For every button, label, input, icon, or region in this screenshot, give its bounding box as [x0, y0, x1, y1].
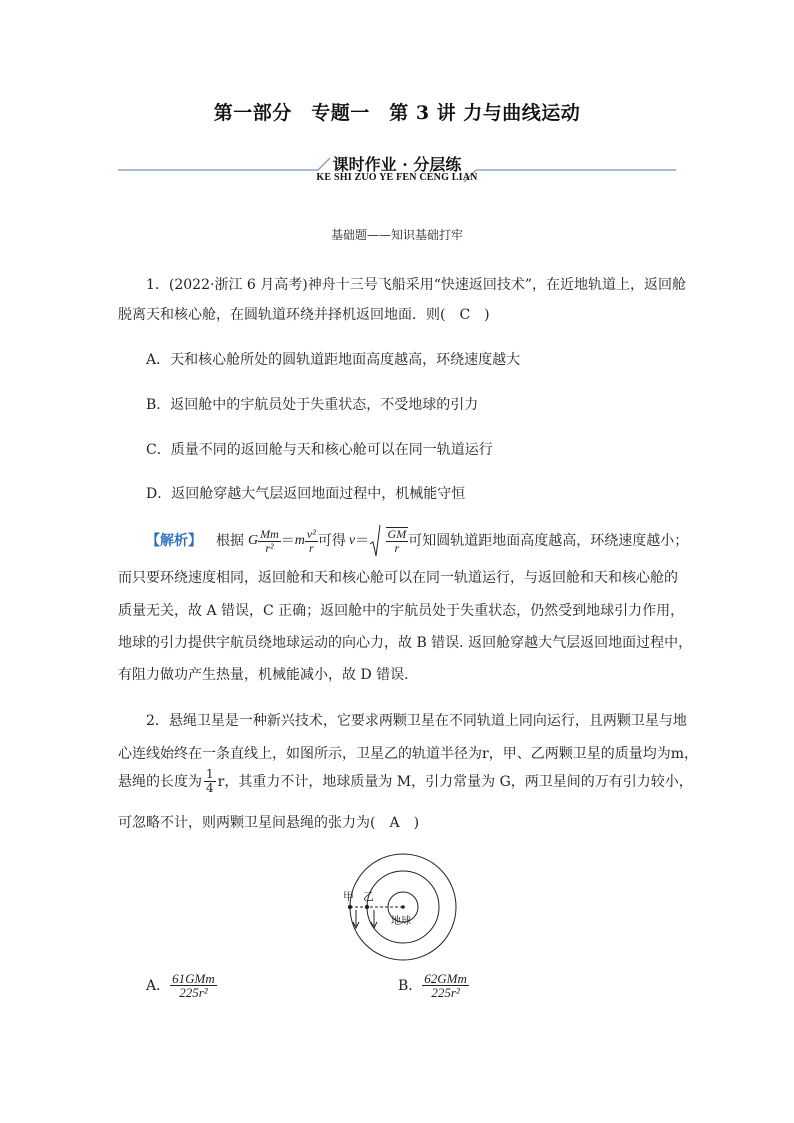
analysis-tail: 可知圆轨道距地面高度越高，环绕速度越小；: [408, 533, 689, 549]
orbit-figure: [340, 850, 470, 965]
q1-option-b: B．返回舱中的宇航员处于失重状态，不受地球的引力: [146, 397, 479, 413]
analysis-label: 【解析】: [146, 533, 202, 549]
q2-option-a: A． $\frac{\text{61GMm}}{\text{225r²}}$: [146, 971, 215, 1000]
q1-option-d: D．返回舱穿越大气层返回地面过程中，机械能守恒: [146, 486, 466, 502]
satellite-yi: [365, 905, 369, 909]
q1-analysis-line-5: 有阻力做功产生热量，机械能减小，故 D 错误．: [118, 667, 419, 683]
q2-option-b: B． $\frac{\text{62GMm}}{\text{225r²}}$: [398, 971, 467, 1000]
q2-line-1: 2．悬绳卫星是一种新兴技术，它要求两颗卫星在不同轨道上同向运行，且两颗卫星与地: [146, 713, 687, 729]
q2-line-4: 可忽略不计，则两颗卫星间悬绳的张力为( A ): [118, 815, 420, 831]
q1-analysis-line-1: 【解析】 根据 G $\frac{Mm}{\text{r²}}$ ＝ m $\frac{\text{v²}}{r}$ 可得 v ＝ $\frac{GM}{r}$ 可知圆轨道距地面高度越高，环绕速度越小；: [146, 524, 688, 558]
q1-line-1: 1．(2022·浙江 6 月高考)神舟十三号飞船采用“快速返回技术”，在近地轨道上，返回舱: [146, 277, 687, 293]
q2-line-3: 悬绳的长度为 $\frac{1}{4}$ r，其重力不计，地球质量为 M，引力常量为 G，两卫星间的万有引力较小，: [118, 767, 693, 795]
label-yi: 乙: [363, 890, 374, 903]
label-earth: 地球: [391, 916, 411, 927]
q1-line-2: 脱离天和核心舱，在圆轨道环绕并择机返回地面．则( C ): [118, 307, 490, 323]
banner-title: 课时作业 · 分层练: [332, 155, 462, 174]
analysis-intro: 根据: [216, 533, 244, 549]
q1-option-a: A．天和核心舱所处的圆轨道距地面高度越高，环绕速度越大: [146, 352, 521, 368]
analysis-mid: 可得: [317, 533, 346, 549]
formula-frac-2: $\frac{\text{v²}}{r}$: [306, 526, 316, 555]
section-heading: 基础题——知识基础打牢: [330, 228, 463, 242]
q1-analysis-line-3: 质量无关，故 A 错误，C 正确；返回舱中的宇航员处于失重状态，仍然受到地球引力作用，: [118, 603, 685, 619]
formula-sqrt: $\frac{GM}{r}$: [369, 524, 408, 558]
banner-subtitle: KE SHI ZUO YE FEN CENG LIAN: [316, 172, 478, 183]
satellite-jia: [348, 905, 352, 909]
formula-frac-1: $\frac{Mm}{\text{r²}}$: [260, 526, 279, 555]
q1-option-c: C．质量不同的返回舱与天和核心舱可以在同一轨道运行: [146, 442, 493, 458]
label-jia: 甲: [343, 890, 354, 903]
q1-analysis-line-4: 地球的引力提供宇航员绕地球运动的向心力，故 B 错误. 返回舱穿越大气层返回地面过程中，: [118, 635, 693, 651]
q1-analysis-line-2: 而只要环绕速度相同，返回舱和天和核心舱可以在同一轨道运行，与返回舱和天和核心舱的: [118, 570, 678, 586]
q2-line-2: 心连线始终在一条直线上，如图所示，卫星乙的轨道半径为r，甲、乙两颗卫星的质量均为m，: [118, 746, 698, 762]
page-title: 第一部分 专题一 第 3 讲 力与曲线运动: [213, 102, 581, 124]
length-fraction: $\frac{1}{4}$: [206, 767, 214, 795]
